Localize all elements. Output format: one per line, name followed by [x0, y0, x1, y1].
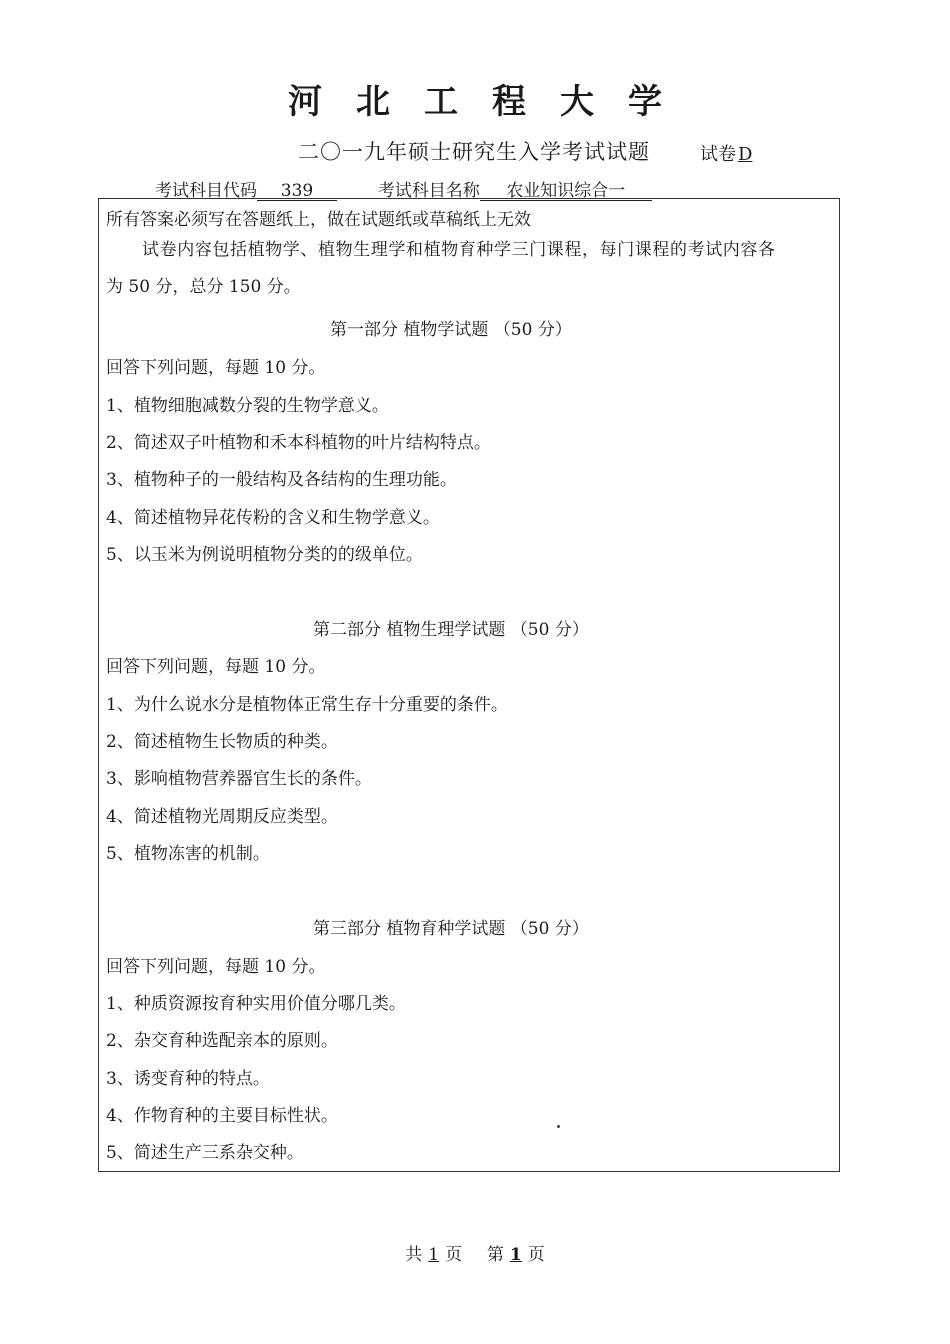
subject-name: 农业知识综合一	[480, 182, 652, 201]
question-item: 2、简述植物生长物质的种类。	[106, 732, 338, 752]
scan-speck	[557, 1125, 560, 1128]
section-2-title: 第二部分 植物生理学试题 （50 分）	[313, 620, 589, 640]
footer-current-prefix: 第	[486, 1245, 504, 1265]
section-3-instruction: 回答下列问题，每题 10 分。	[106, 957, 326, 977]
section-2-instruction: 回答下列问题，每题 10 分。	[106, 657, 326, 677]
exam-frame	[98, 198, 840, 1172]
footer-total-pages: 1	[428, 1245, 440, 1265]
intro-line-1: 所有答案必须写在答题纸上，做在试题纸或草稿纸上无效	[106, 210, 531, 230]
question-item: 4、作物育种的主要目标性状。	[106, 1106, 338, 1126]
section-1-instruction: 回答下列问题，每题 10 分。	[106, 358, 326, 378]
university-title: 河北工程大学	[288, 82, 696, 122]
paper-label	[700, 140, 758, 166]
subject-name-label: 考试科目名称	[377, 181, 480, 201]
question-item: 5、简述生产三系杂交种。	[106, 1143, 304, 1163]
section-3-title: 第三部分 植物育种学试题 （50 分）	[313, 919, 589, 939]
question-item: 5、以玉米为例说明植物分类的的级单位。	[106, 545, 423, 565]
exam-subtitle: 二〇一九年硕士研究生入学考试试题	[298, 140, 650, 164]
question-item: 4、简述植物异花传粉的含义和生物学意义。	[106, 508, 440, 528]
footer-total-suffix: 页	[445, 1245, 463, 1265]
intro-line-2: 试卷内容包括植物学、植物生理学和植物育种学三门课程，每门课程的考试内容各	[142, 240, 776, 260]
question-item: 3、影响植物营养器官生长的条件。	[106, 769, 372, 789]
paper-prefix: 试卷	[700, 144, 736, 165]
question-item: 1、种质资源按育种实用价值分哪几类。	[106, 994, 406, 1014]
section-1-title: 第一部分 植物学试题 （50 分）	[330, 320, 572, 340]
intro-line-3: 为 50 分，总分 150 分。	[106, 277, 301, 297]
question-item: 4、简述植物光周期反应类型。	[106, 807, 338, 827]
question-item: 3、诱变育种的特点。	[106, 1069, 270, 1089]
paper-code: D	[738, 144, 753, 165]
footer-current-suffix: 页	[527, 1245, 545, 1265]
subject-code: 339	[257, 182, 337, 201]
footer-current-page: 1	[509, 1245, 522, 1265]
question-item: 2、杂交育种选配亲本的原则。	[106, 1031, 338, 1051]
page-footer	[0, 1240, 950, 1265]
question-item: 1、为什么说水分是植物体正常生存十分重要的条件。	[106, 695, 508, 715]
footer-total-prefix: 共	[405, 1245, 423, 1265]
question-item: 3、植物种子的一般结构及各结构的生理功能。	[106, 470, 457, 490]
subject-code-label: 考试科目代码	[155, 181, 257, 201]
question-item: 5、植物冻害的机制。	[106, 844, 270, 864]
question-item: 1、植物细胞减数分裂的生物学意义。	[106, 396, 389, 416]
question-item: 2、简述双子叶植物和禾本科植物的叶片结构特点。	[106, 433, 491, 453]
